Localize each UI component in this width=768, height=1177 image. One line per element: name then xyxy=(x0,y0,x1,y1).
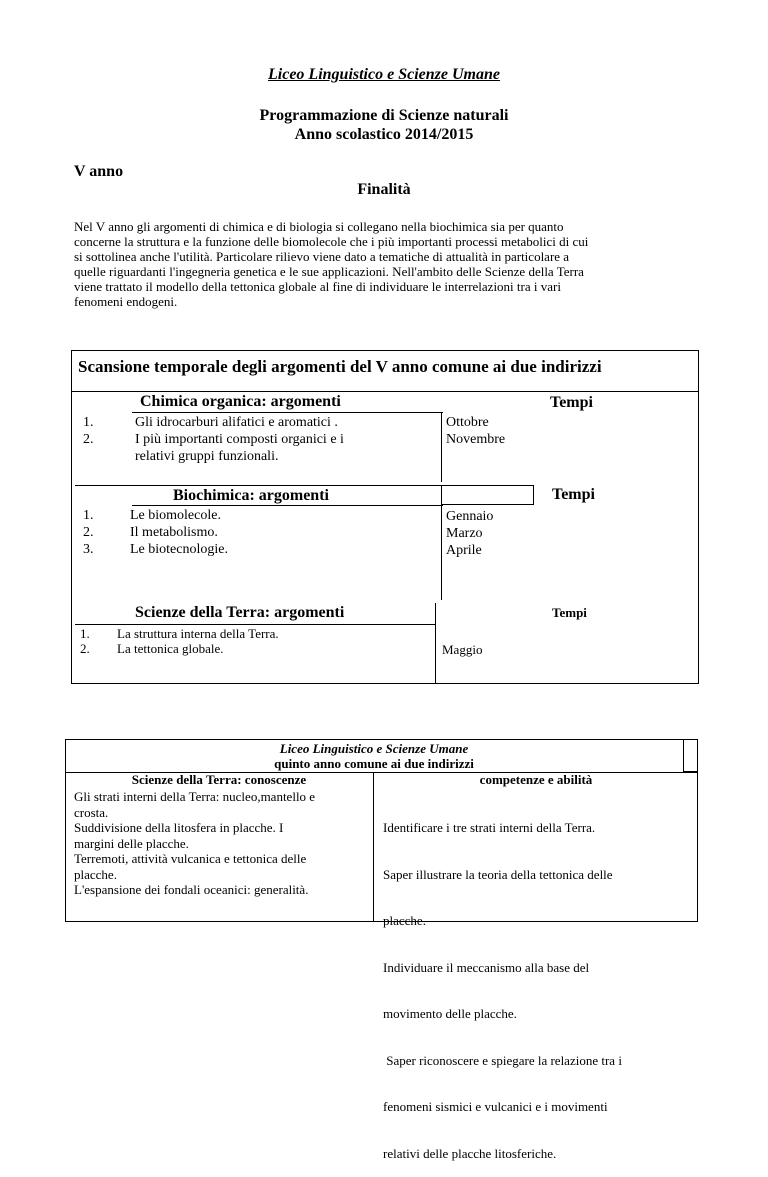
chimica-tempi-label: Tempi xyxy=(550,394,593,411)
column-divider xyxy=(441,412,442,482)
paragraph-line: fenomeni endogeni. xyxy=(74,294,178,309)
terra-tempi-label: Tempi xyxy=(552,605,587,620)
table-subtitle: quinto anno comune ai due indirizzi xyxy=(274,756,474,771)
paragraph-line: concerne la struttura e la funzione delle biomolecole che i più importanti processi metabolici di cui xyxy=(74,234,589,249)
biochimica-tempi-label: Tempi xyxy=(552,486,595,503)
col1-header: Scienze della Terra: conoscenze xyxy=(131,772,307,787)
conoscenze-line: Terremoti, attività vulcanica e tettonica delle xyxy=(74,851,307,866)
finalita-paragraph xyxy=(74,219,714,309)
divider xyxy=(71,391,699,392)
item-number: 1. xyxy=(83,508,94,523)
terra-heading: Scienze della Terra: argomenti xyxy=(135,604,345,621)
competenze-line: Identificare i tre strati interni della Terra. xyxy=(383,820,596,835)
conoscenze-line: crosta. xyxy=(74,804,109,820)
item-number: 2. xyxy=(83,432,94,447)
item-text: Gli idrocarburi alifatici e aromatici . xyxy=(135,415,338,430)
school-year: Anno scolastico 2014/2015 xyxy=(294,126,474,143)
item-text: Il metabolismo. xyxy=(130,525,218,540)
competenze-line: fenomeni sismici e vulcanici e i movimenti xyxy=(383,1099,608,1114)
conoscenze-line: placche. xyxy=(74,866,117,882)
item-text: Le biotecnologie. xyxy=(130,542,228,557)
tempi-month: Maggio xyxy=(442,642,483,657)
table-school-title: Liceo Linguistico e Scienze Umane xyxy=(279,741,469,756)
conoscenze-line: Suddivisione della litosfera in placche. I xyxy=(74,820,284,835)
column-divider xyxy=(441,505,442,600)
item-text: I più importanti composti organici e i xyxy=(135,432,344,447)
item-text: La struttura interna della Terra. xyxy=(117,626,279,641)
item-number: 2. xyxy=(80,641,90,656)
item-text: La tettonica globale. xyxy=(117,641,224,656)
finalita-heading: Finalità xyxy=(357,181,411,198)
tempi-cell xyxy=(441,485,534,505)
year-label: V anno xyxy=(74,163,124,180)
tempi-month: Novembre xyxy=(446,432,506,447)
conoscenze-line: margini delle placche. xyxy=(74,835,189,851)
conoscenze-column xyxy=(74,789,315,898)
tempi-month: Aprile xyxy=(446,543,482,558)
competenze-line: relativi delle placche litosferiche. xyxy=(383,1145,557,1161)
program-title: Programmazione di Scienze naturali xyxy=(259,107,509,124)
heading-underline xyxy=(132,505,443,506)
competenze-line: placche. xyxy=(383,913,426,928)
schedule-title: Scansione temporale degli argomenti del V anno comune ai due indirizzi xyxy=(78,357,602,376)
tempi-month: Ottobre xyxy=(446,415,489,430)
competenze-line: Individuare il meccanismo alla base del xyxy=(383,959,590,975)
item-number: 2. xyxy=(83,525,94,540)
terra-tempi xyxy=(442,642,482,657)
item-text: Le biomolecole. xyxy=(130,508,221,523)
table-corner-cell xyxy=(683,739,698,772)
tempi-month: Gennaio xyxy=(446,509,494,524)
column-divider xyxy=(373,772,374,922)
paragraph-line: si sottolinea anche l'utilità. Particolare rilievo viene dato a tematiche di attualità in particolare a xyxy=(74,249,570,264)
competenze-line: Saper riconoscere e spiegare la relazione tra i xyxy=(383,1052,622,1068)
chimica-tempi xyxy=(446,414,505,448)
paragraph-line: Nel V anno gli argomenti di chimica e di biologia si collegano nella biochimica sia per quanto xyxy=(74,219,564,234)
conoscenze-line: Gli strati interni della Terra: nucleo,mantello e xyxy=(74,789,316,804)
heading-underline xyxy=(132,412,443,413)
biochimica-heading: Biochimica: argomenti xyxy=(173,487,329,504)
divider xyxy=(75,485,444,486)
competenze-line: movimento delle placche. xyxy=(383,1006,517,1021)
item-number: 3. xyxy=(83,542,94,557)
paragraph-line: viene trattato il modello della tettonica globale al fine di individuare le interrelazioni tra i vari xyxy=(74,279,561,294)
paragraph-line: quelle riguardanti l'ingegneria genetica e le sue applicazioni. Nell'ambito delle Scienze della Terra xyxy=(74,264,584,279)
column-divider xyxy=(435,603,436,683)
competenze-line: Saper illustrare la teoria della tettonica delle xyxy=(383,866,613,882)
biochimica-tempi xyxy=(446,508,493,559)
conoscenze-line: L'espansione dei fondali oceanici: generalità. xyxy=(74,882,309,897)
heading-underline xyxy=(75,624,435,625)
chimica-heading: Chimica organica: argomenti xyxy=(140,393,341,410)
tempi-month: Marzo xyxy=(446,526,483,541)
col2-header: competenze e abilità xyxy=(479,772,593,787)
school-title: Liceo Linguistico e Scienze Umane xyxy=(268,66,500,83)
item-number: 1. xyxy=(80,626,90,641)
chimica-item-2-cont: relativi gruppi funzionali. xyxy=(135,449,279,464)
item-number: 1. xyxy=(83,415,94,430)
competenze-column xyxy=(383,789,622,1177)
